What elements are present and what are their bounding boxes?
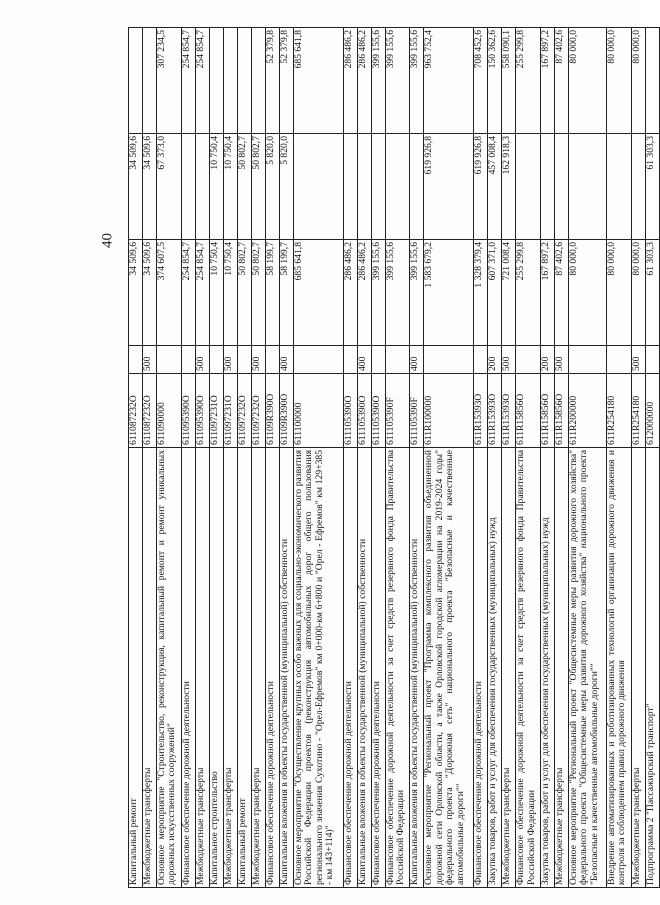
row-vr-cell: 400 — [410, 346, 424, 374]
row-vr-cell — [209, 346, 223, 374]
row-amount-third-cell — [209, 28, 223, 134]
row-amount-total-cell: 374 607,5 — [157, 240, 182, 346]
row-code-cell: 611105390F — [385, 374, 410, 448]
row-amount-second-cell: 10 750,4 — [209, 134, 223, 240]
row-amount-second-cell: 67 373,0 — [157, 134, 182, 240]
row-vr-cell — [343, 346, 357, 374]
row-name-cell: Межбюджетные трансферты — [555, 448, 569, 888]
row-amount-second-cell: 61 303,3 — [645, 134, 659, 240]
row-amount-second-cell — [343, 134, 357, 240]
row-amount-third-cell: 399 155,6 — [371, 28, 385, 134]
row-vr-cell: 500 — [223, 346, 237, 374]
row-code-cell: 611R200000 — [569, 374, 607, 448]
row-name-cell: Основное мероприятие "Осуществление крупных особо важных для социально-экономического развития Российской Федерации проектов (реконструкция автомобильных дорог общего пользования регионального значения Сухотино - "Орел-Ефремов" км 0+000-км 6+800 и "Орел - Ефремов" км 129+385 - км 143+114)" — [293, 448, 343, 888]
row-amount-total-cell: 286 486,2 — [357, 240, 371, 346]
row-amount-second-cell: 10 750,4 — [223, 134, 237, 240]
row-amount-total-cell: 1 328 379,4 — [474, 240, 488, 346]
row-amount-third-cell — [237, 28, 251, 134]
row-amount-total-cell: 50 802,7 — [251, 240, 265, 346]
table-row — [424, 28, 474, 888]
table-row — [209, 28, 223, 888]
row-amount-total-cell: 167 897,2 — [540, 240, 554, 346]
row-amount-total-cell: 80 000,0 — [606, 240, 631, 346]
row-amount-total-cell: 34 509,6 — [129, 240, 143, 346]
row-code-cell: 612000000 — [645, 374, 659, 448]
row-amount-second-cell: 619 926,8 — [474, 134, 488, 240]
row-amount-third-cell: 286 486,2 — [343, 28, 357, 134]
row-amount-third-cell: 708 452,6 — [474, 28, 488, 134]
row-name-cell: Финансовое обеспечение дорожной деятельности — [343, 448, 357, 888]
row-amount-third-cell: 80 000,0 — [631, 28, 645, 134]
row-amount-total-cell: 399 155,6 — [410, 240, 424, 346]
row-amount-third-cell: 150 362,6 — [488, 28, 502, 134]
row-amount-total-cell: 721 008,4 — [502, 240, 516, 346]
table-row — [357, 28, 371, 888]
table-row — [385, 28, 410, 888]
page-number: 40 — [99, 233, 116, 248]
row-code-cell: 611R15393О — [488, 374, 502, 448]
row-vr-cell — [293, 346, 343, 374]
row-amount-third-cell — [223, 28, 237, 134]
row-amount-second-cell — [181, 134, 195, 240]
row-name-cell: Основное мероприятие "Региональный проект "Программа комплексного развития объединенной дорожной сети Орловской области, а также Орловской городской агломерации на 2019-2024 годы" федерального проекта "Дорожная сеть" национального проекта "Безопасные и качественные автомобильные дороги"" — [424, 448, 474, 888]
row-amount-second-cell — [195, 134, 209, 240]
row-code-cell: 611105390О — [357, 374, 371, 448]
row-amount-total-cell: 10 750,4 — [223, 240, 237, 346]
row-amount-total-cell: 286 486,2 — [343, 240, 357, 346]
row-name-cell: Капитальный ремонт — [129, 448, 143, 888]
row-code-cell: 611097231О — [223, 374, 237, 448]
row-amount-third-cell: 167 897,2 — [540, 28, 554, 134]
row-vr-cell — [569, 346, 607, 374]
row-name-cell: Межбюджетные трансферты — [143, 448, 157, 888]
row-name-cell: Финансовое обеспечение дорожной деятельности — [265, 448, 279, 888]
row-name-cell: Межбюджетные трансферты — [223, 448, 237, 888]
row-code-cell: 611R254180 — [631, 374, 645, 448]
row-amount-third-cell: 255 299,8 — [516, 28, 541, 134]
table-row — [502, 28, 516, 888]
row-amount-total-cell: 58 199,7 — [265, 240, 279, 346]
row-code-cell: 611100000 — [293, 374, 343, 448]
row-amount-second-cell: 34 509,6 — [143, 134, 157, 240]
row-name-cell: Финансовое обеспечение дорожной деятельности за счет средств резервного фонда Правительства Российской Федерации — [385, 448, 410, 888]
row-amount-total-cell: 399 155,6 — [371, 240, 385, 346]
row-amount-total-cell: 1 583 679,2 — [424, 240, 474, 346]
row-vr-cell: 200 — [488, 346, 502, 374]
row-amount-second-cell — [410, 134, 424, 240]
row-vr-cell — [181, 346, 195, 374]
row-code-cell: 611090000 — [157, 374, 182, 448]
row-amount-second-cell — [385, 134, 410, 240]
table-row — [265, 28, 279, 888]
table-row — [251, 28, 265, 888]
row-amount-total-cell: 34 509,6 — [143, 240, 157, 346]
row-amount-third-cell: 87 402,6 — [555, 28, 569, 134]
table-row — [293, 28, 343, 888]
row-code-cell: 611R15856О — [540, 374, 554, 448]
row-vr-cell: 400 — [279, 346, 293, 374]
table-row — [631, 28, 645, 888]
row-amount-total-cell: 685 641,8 — [293, 240, 343, 346]
row-code-cell: 611R15856О — [516, 374, 541, 448]
table-row — [540, 28, 554, 888]
rotated-table-container — [128, 28, 660, 888]
row-amount-second-cell — [569, 134, 607, 240]
row-code-cell: 611R15393О — [502, 374, 516, 448]
row-amount-second-cell: 5 820,0 — [279, 134, 293, 240]
row-amount-third-cell: 80 000,0 — [606, 28, 631, 134]
row-name-cell: Финансовое обеспечение дорожной деятельности — [371, 448, 385, 888]
row-amount-total-cell: 399 155,6 — [385, 240, 410, 346]
row-amount-total-cell: 87 402,6 — [555, 240, 569, 346]
table-row — [645, 28, 659, 888]
row-vr-cell: 500 — [251, 346, 265, 374]
table-row — [195, 28, 209, 888]
row-code-cell: 61109R390О — [279, 374, 293, 448]
row-amount-second-cell — [293, 134, 343, 240]
row-name-cell: Межбюджетные трансферты — [195, 448, 209, 888]
row-amount-second-cell: 34 509,6 — [129, 134, 143, 240]
row-amount-third-cell: 685 641,8 — [293, 28, 343, 134]
table-row — [237, 28, 251, 888]
row-name-cell: Капитальное строительство — [209, 448, 223, 888]
table-row — [474, 28, 488, 888]
row-amount-total-cell: 50 802,7 — [237, 240, 251, 346]
row-name-cell: Капитальные вложения в объекты государственной (муниципальной) собственности — [410, 448, 424, 888]
row-amount-total-cell: 255 299,8 — [516, 240, 541, 346]
row-amount-third-cell: 254 854,7 — [195, 28, 209, 134]
row-amount-second-cell — [357, 134, 371, 240]
row-vr-cell — [645, 346, 659, 374]
table-row — [223, 28, 237, 888]
row-code-cell: 611095390О — [181, 374, 195, 448]
row-amount-second-cell — [371, 134, 385, 240]
row-name-cell: Закупка товаров, работ и услуг для обеспечения государственных (муниципальных) нужд — [488, 448, 502, 888]
row-code-cell: 61109R390О — [265, 374, 279, 448]
budget-table-body — [129, 28, 660, 888]
row-code-cell: 611097231О — [209, 374, 223, 448]
row-vr-cell: 200 — [540, 346, 554, 374]
row-amount-second-cell — [516, 134, 541, 240]
row-amount-second-cell — [540, 134, 554, 240]
row-vr-cell — [606, 346, 631, 374]
row-name-cell: Закупка товаров, работ и услуг для обеспечения государственных (муниципальных) нужд — [540, 448, 554, 888]
row-name-cell: Межбюджетные трансферты — [631, 448, 645, 888]
row-amount-second-cell: 50 802,7 — [251, 134, 265, 240]
table-row — [516, 28, 541, 888]
row-amount-third-cell: 52 379,8 — [265, 28, 279, 134]
row-amount-third-cell: 399 155,6 — [410, 28, 424, 134]
row-code-cell: 611R15856О — [555, 374, 569, 448]
row-amount-second-cell: 5 820,0 — [265, 134, 279, 240]
row-amount-total-cell: 607 371,0 — [488, 240, 502, 346]
row-vr-cell — [157, 346, 182, 374]
row-vr-cell — [516, 346, 541, 374]
row-code-cell: 611105390F — [410, 374, 424, 448]
row-name-cell: Основное мероприятие "Строительство, реконструкция, капитальный ремонт и ремонт уникальных дорожных искусственных сооружений" — [157, 448, 182, 888]
table-row — [488, 28, 502, 888]
row-amount-total-cell: 61 303,3 — [645, 240, 659, 346]
row-code-cell: 611105390О — [371, 374, 385, 448]
row-code-cell: 611R100000 — [424, 374, 474, 448]
row-vr-cell — [424, 346, 474, 374]
row-vr-cell: 500 — [631, 346, 645, 374]
row-amount-second-cell — [555, 134, 569, 240]
row-name-cell: Подпрограмма 2 "Пассажирский транспорт" — [645, 448, 659, 888]
table-row — [129, 28, 143, 888]
row-amount-total-cell: 254 854,7 — [181, 240, 195, 346]
table-row — [569, 28, 607, 888]
row-name-cell: Капитальный ремонт — [237, 448, 251, 888]
row-code-cell: 611087232О — [143, 374, 157, 448]
table-row — [143, 28, 157, 888]
row-vr-cell: 500 — [555, 346, 569, 374]
row-name-cell: Межбюджетные трансферты — [502, 448, 516, 888]
row-name-cell: Капитальные вложения в объекты государственной (муниципальной) собственности — [279, 448, 293, 888]
row-vr-cell: 400 — [357, 346, 371, 374]
row-amount-third-cell: 399 155,6 — [385, 28, 410, 134]
row-name-cell: Внедрение автоматизированных и роботизированных технологий организации дорожного движения и контроля за соблюдением правил дорожного движения — [606, 448, 631, 888]
row-vr-cell — [474, 346, 488, 374]
budget-table — [128, 27, 660, 888]
row-amount-third-cell: 307 234,5 — [157, 28, 182, 134]
row-amount-second-cell: 162 918,3 — [502, 134, 516, 240]
row-code-cell: 611097232О — [251, 374, 265, 448]
row-amount-third-cell — [143, 28, 157, 134]
row-amount-third-cell: 286 486,2 — [357, 28, 371, 134]
row-amount-third-cell: 558 090,1 — [502, 28, 516, 134]
row-name-cell: Основное мероприятие "Региональный проект "Общесистемные меры развития дорожного хозяйства" федерального проекта "Общесистемные меры развития дорожного хозяйства" национального проекта "Безопасные и качественные автомобильные дороги"" — [569, 448, 607, 888]
row-amount-third-cell — [251, 28, 265, 134]
row-amount-third-cell: 52 379,8 — [279, 28, 293, 134]
row-code-cell: 611097232О — [237, 374, 251, 448]
row-amount-second-cell: 457 008,4 — [488, 134, 502, 240]
row-amount-third-cell — [645, 28, 659, 134]
row-name-cell: Финансовое обеспечение дорожной деятельности за счет средств резервного фонда Правительства Российской Федерации — [516, 448, 541, 888]
table-row — [555, 28, 569, 888]
row-vr-cell: 500 — [195, 346, 209, 374]
row-code-cell: 611R15393О — [474, 374, 488, 448]
row-code-cell: 611087232О — [129, 374, 143, 448]
row-amount-third-cell: 254 854,7 — [181, 28, 195, 134]
table-row — [371, 28, 385, 888]
row-vr-cell — [129, 346, 143, 374]
row-amount-second-cell: 619 926,8 — [424, 134, 474, 240]
row-amount-third-cell — [129, 28, 143, 134]
row-name-cell: Финансовое обеспечение дорожной деятельности — [474, 448, 488, 888]
row-amount-third-cell: 80 000,0 — [569, 28, 607, 134]
row-code-cell: 611105390О — [343, 374, 357, 448]
row-vr-cell — [265, 346, 279, 374]
row-amount-second-cell — [631, 134, 645, 240]
table-row — [157, 28, 182, 888]
row-vr-cell — [237, 346, 251, 374]
row-name-cell: Межбюджетные трансферты — [251, 448, 265, 888]
row-amount-second-cell: 50 802,7 — [237, 134, 251, 240]
table-row — [181, 28, 195, 888]
row-code-cell: 611095390О — [195, 374, 209, 448]
row-vr-cell: 500 — [502, 346, 516, 374]
row-amount-total-cell: 10 750,4 — [209, 240, 223, 346]
row-amount-second-cell — [606, 134, 631, 240]
row-amount-total-cell: 58 199,7 — [279, 240, 293, 346]
row-name-cell: Финансовое обеспечение дорожной деятельности — [181, 448, 195, 888]
row-amount-total-cell: 254 854,7 — [195, 240, 209, 346]
row-amount-total-cell: 80 000,0 — [569, 240, 607, 346]
table-row — [343, 28, 357, 888]
row-vr-cell: 500 — [143, 346, 157, 374]
table-row — [606, 28, 631, 888]
row-vr-cell — [385, 346, 410, 374]
row-name-cell: Капитальные вложения в объекты государственной (муниципальной) собственности — [357, 448, 371, 888]
row-amount-total-cell: 80 000,0 — [631, 240, 645, 346]
table-row — [279, 28, 293, 888]
table-row — [410, 28, 424, 888]
row-vr-cell — [371, 346, 385, 374]
row-code-cell: 611R254180 — [606, 374, 631, 448]
row-amount-third-cell: 963 752,4 — [424, 28, 474, 134]
